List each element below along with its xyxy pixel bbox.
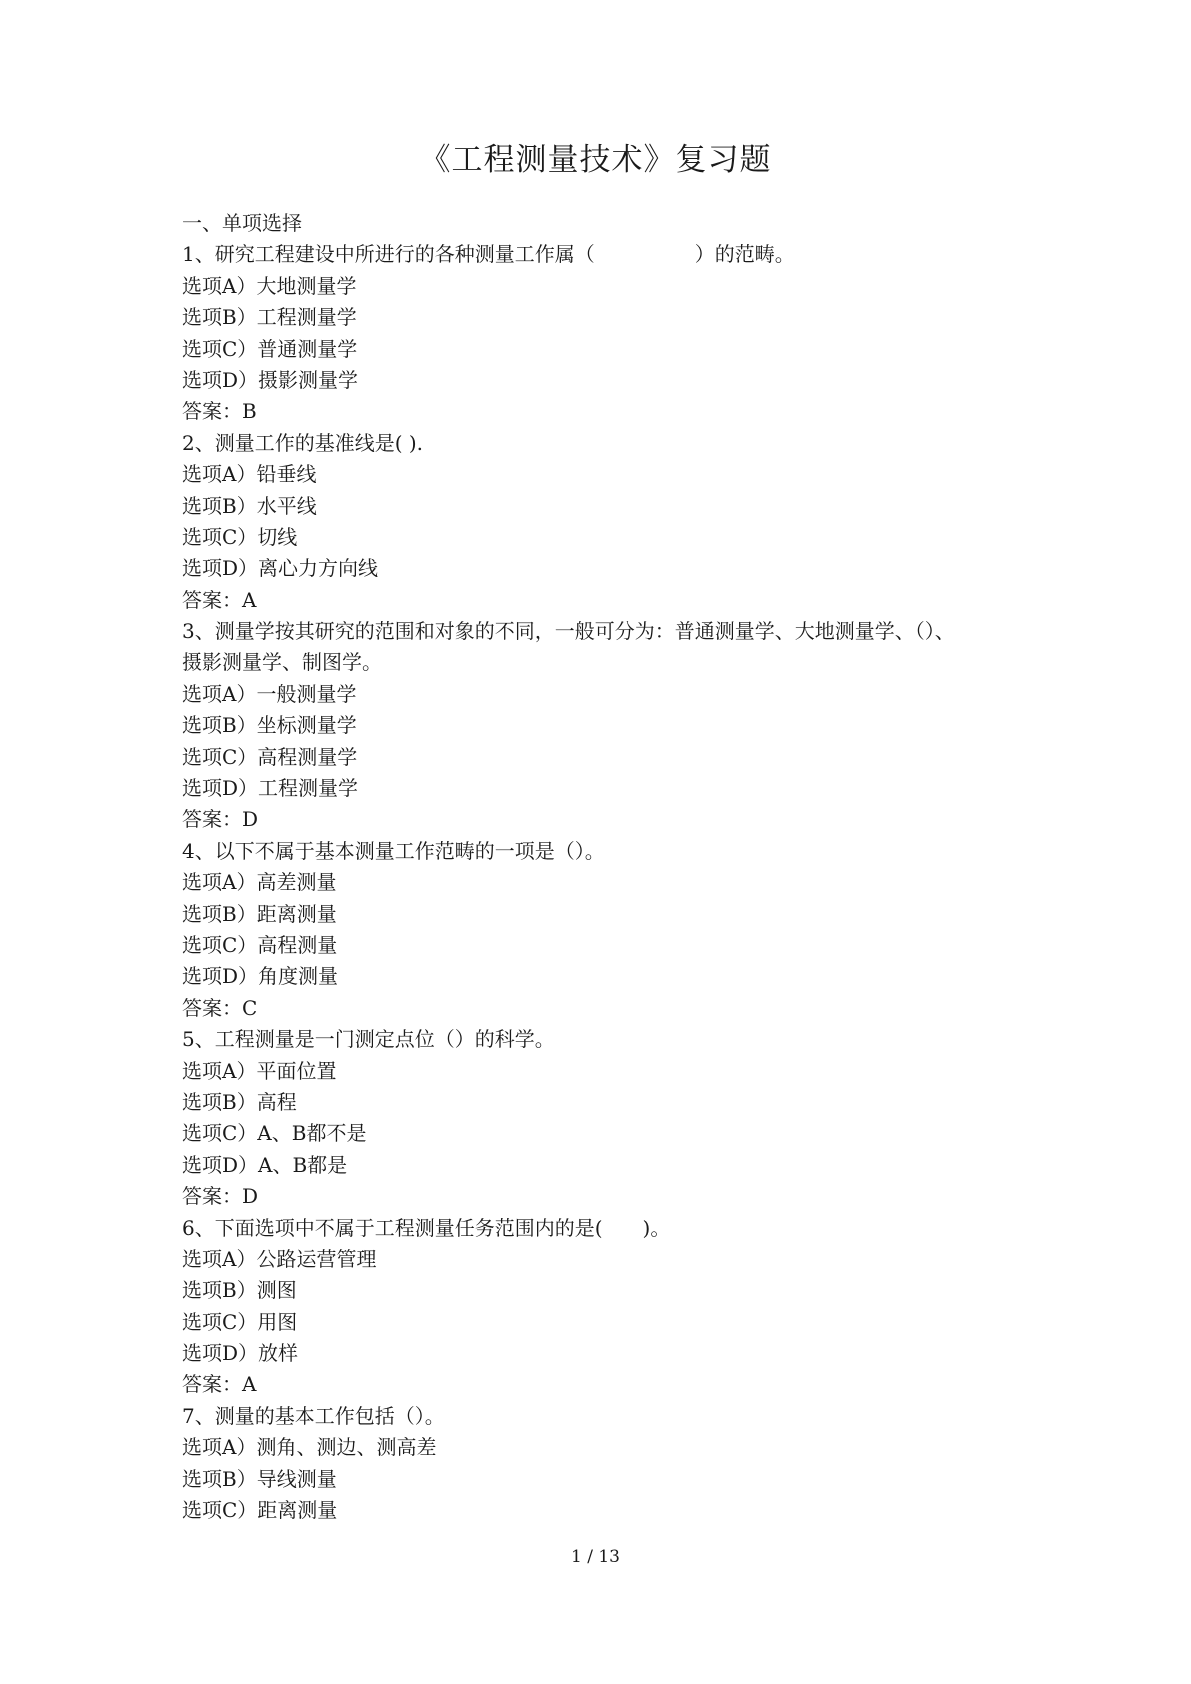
question-5-option-a: 选项A）平面位置 <box>182 1058 337 1083</box>
question-6-option-a: 选项A）公路运营管理 <box>182 1246 377 1271</box>
question-3-option-b: 选项B）坐标测量学 <box>182 713 357 738</box>
question-2-option-c: 选项C）切线 <box>182 524 298 549</box>
question-4-option-a: 选项A）高差测量 <box>182 870 337 895</box>
question-1-answer: 答案：B <box>182 399 257 424</box>
question-3-option-c: 选项C）高程测量学 <box>182 744 358 769</box>
question-7-option-c: 选项C）距离测量 <box>182 1498 338 1523</box>
page-indicator: 1 / 13 <box>571 1547 620 1567</box>
document-title: 《工程测量技术》复习题 <box>419 142 772 178</box>
section-heading: 一、单项选择 <box>182 211 302 235</box>
question-2-answer: 答案：A <box>182 587 257 612</box>
question-4-answer: 答案：C <box>182 995 258 1020</box>
question-7-option-a: 选项A）测角、测边、测高差 <box>182 1435 437 1460</box>
question-5-option-c: 选项C）A、B都不是 <box>182 1121 367 1146</box>
question-1-option-d: 选项D）摄影测量学 <box>182 367 359 392</box>
question-5-option-b: 选项B）高程 <box>182 1089 297 1114</box>
question-1-option-c: 选项C）普通测量学 <box>182 336 358 361</box>
question-2-option-a: 选项A）铅垂线 <box>182 462 317 487</box>
question-3-option-d: 选项D）工程测量学 <box>182 776 359 801</box>
question-3-option-a: 选项A）一般测量学 <box>182 681 357 706</box>
question-3-continuation: 摄影测量学、制图学。 <box>182 650 382 675</box>
question-6-option-d: 选项D）放样 <box>182 1341 299 1366</box>
question-2-option-b: 选项B）水平线 <box>182 493 317 518</box>
question-6: 6、下面选项中不属于工程测量任务范围内的是( )。 <box>182 1215 671 1240</box>
question-1: 1、研究工程建设中所进行的各种测量工作属（ ）的范畴。 <box>182 242 795 267</box>
question-2-option-d: 选项D）离心力方向线 <box>182 556 379 581</box>
question-1-option-a: 选项A）大地测量学 <box>182 273 357 298</box>
question-4-option-b: 选项B）距离测量 <box>182 901 337 926</box>
question-5-option-d: 选项D）A、B都是 <box>182 1152 348 1177</box>
question-7-option-b: 选项B）导线测量 <box>182 1466 337 1491</box>
question-5: 5、工程测量是一门测定点位（）的科学。 <box>182 1027 555 1052</box>
question-4-option-d: 选项D）角度测量 <box>182 964 339 989</box>
question-3: 3、测量学按其研究的范围和对象的不同，一般可分为：普通测量学、大地测量学、（）、 <box>182 619 955 644</box>
question-4-option-c: 选项C）高程测量 <box>182 932 338 957</box>
question-6-option-c: 选项C）用图 <box>182 1309 298 1334</box>
question-3-answer: 答案：D <box>182 807 259 832</box>
question-5-answer: 答案：D <box>182 1184 259 1209</box>
question-2: 2、测量工作的基准线是( ). <box>182 430 424 455</box>
document-body <box>182 208 1042 1526</box>
question-1-option-b: 选项B）工程测量学 <box>182 305 357 330</box>
question-4: 4、以下不属于基本测量工作范畴的一项是（）。 <box>182 838 605 863</box>
question-7: 7、测量的基本工作包括（）。 <box>182 1403 445 1428</box>
question-6-option-b: 选项B）测图 <box>182 1278 297 1303</box>
question-6-answer: 答案：A <box>182 1372 257 1397</box>
